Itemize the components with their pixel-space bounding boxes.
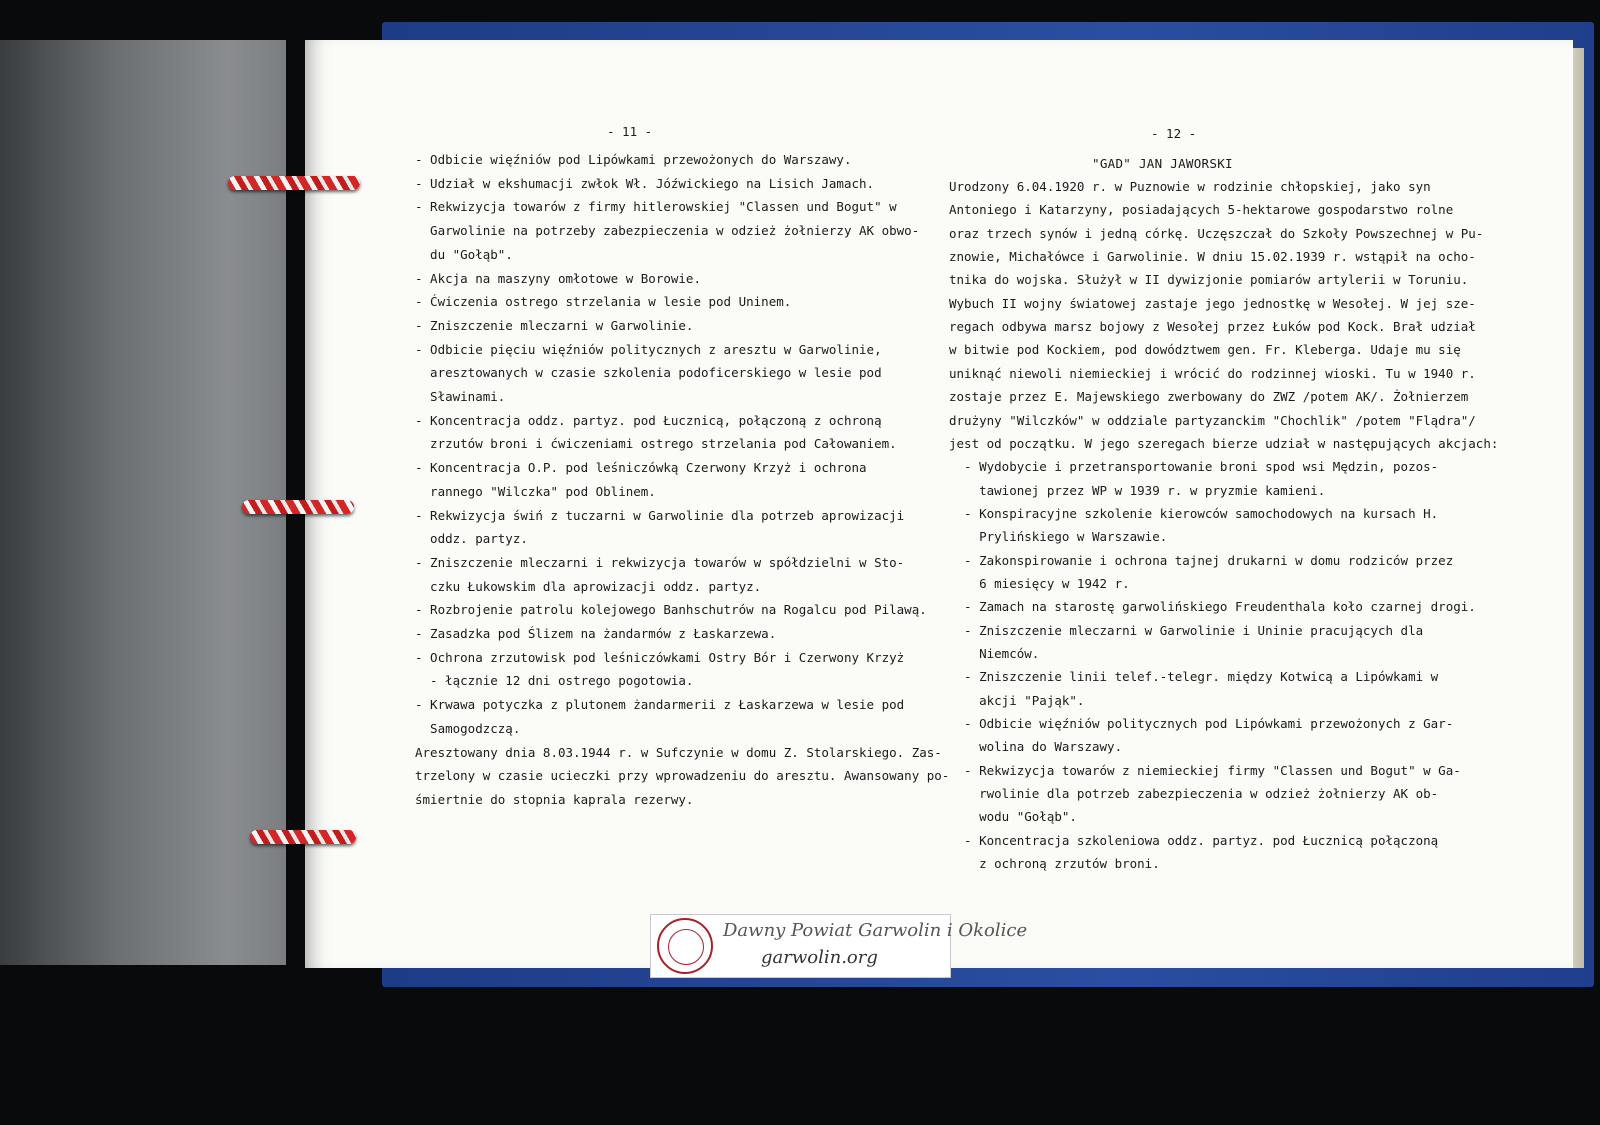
right-line: zostaje przez E. Majewskiego zwerbowany do ZWZ /potem AK/. Żołnierzem	[949, 389, 1469, 405]
left-line: śmiertnie do stopnia kaprala rezerwy.	[415, 791, 694, 807]
watermark-url: garwolin.org	[761, 947, 878, 968]
left-line: oddz. partyz.	[415, 531, 528, 547]
right-line: - Zniszczenie mleczarni w Garwolinie i Uninie pracujących dla	[949, 622, 1424, 638]
right-line: Niemców.	[949, 646, 1040, 661]
left-line: czku Łukowskim dla aprowizacji oddz. partyz.	[415, 578, 762, 594]
right-line: oraz trzech synów i jedną córkę. Uczęszczał do Szkoły Powszechnej w Pu-	[949, 225, 1484, 241]
right-line: drużyny "Wilczków" w oddziale partyzanckim "Chochlik" /potem "Flądra"/	[949, 412, 1476, 428]
right-line: regach odbywa marsz bojowy z Wesołej przez Łuków pod Kock. Brał udział	[949, 319, 1476, 335]
right-line: tawionej przez WP w 1939 r. w pryzmie kamieni.	[949, 482, 1326, 498]
right-line: z ochroną zrzutów broni.	[949, 856, 1160, 872]
left-line: - Odbicie więźniów pod Lipówkami przewożonych do Warszawy.	[415, 152, 852, 167]
left-line: - Rozbrojenie patrolu kolejowego Banhschutrów na Rogalcu pod Pilawą.	[415, 602, 927, 618]
left-line: zrzutów broni i ćwiczeniami ostrego strzelania pod Całowaniem.	[415, 436, 897, 452]
right-line: w bitwie pod Kockiem, pod dowództwem gen. Fr. Kleberga. Udaje mu się	[949, 342, 1461, 358]
right-line: Urodzony 6.04.1920 r. w Puznowie w rodzinie chłopskiej, jako syn	[949, 179, 1431, 194]
left-line: rannego "Wilczka" pod Oblinem.	[415, 483, 656, 499]
right-line: uniknąć niewoli niemieckiej i wrócić do rodzinnej wioski. Tu w 1940 r.	[949, 365, 1476, 381]
right-line: akcji "Pająk".	[949, 692, 1085, 708]
left-line: du "Gołąb".	[415, 246, 513, 262]
binding-ring-bottom	[250, 830, 356, 844]
left-line: - Krwawa potyczka z plutonem żandarmerii z Łaskarzewa w lesie pod	[415, 697, 905, 713]
right-line: wolina do Warszawy.	[949, 739, 1123, 755]
document-spread	[305, 40, 1573, 968]
left-line: - Udział w ekshumacji zwłok Wł. Jóźwickiego na Lisich Jamach.	[415, 175, 875, 191]
left-line: - Koncentracja O.P. pod leśniczówką Czerwony Krzyż i ochrona	[415, 460, 867, 476]
left-line: aresztowanych w czasie szkolenia podoficerskiego w lesie pod	[415, 365, 882, 381]
left-line: Sławinami.	[415, 389, 506, 404]
left-line: Aresztowany dnia 8.03.1944 r. w Sufczynie w domu Z. Stolarskiego. Zas-	[415, 744, 942, 760]
seal-logo-icon	[657, 918, 713, 974]
left-line: - Zniszczenie mleczarni w Garwolinie.	[415, 317, 694, 333]
right-line: - Wydobycie i przetransportowanie broni spod wsi Mędzin, pozos-	[949, 459, 1439, 475]
left-line: Samogodzczą.	[415, 720, 521, 736]
biography-title: "GAD" JAN JAWORSKI	[1092, 156, 1233, 171]
right-line: rwolinie dla potrzeb zabezpieczenia w odzież żołnierzy AK ob-	[949, 786, 1439, 802]
binding-ring-top	[228, 176, 360, 190]
right-line: jest od początku. W jego szeregach bierze udział w następujących akcjach:	[949, 435, 1499, 451]
right-line: - Rekwizycja towarów z niemieckiej firmy "Classen und Bogut" w Ga-	[949, 762, 1461, 778]
right-line: - Odbicie więźniów politycznych pod Lipówkami przewożonych z Gar-	[949, 716, 1454, 732]
right-line: Antoniego i Katarzyny, posiadających 5-hektarowe gospodarstwo rolne	[949, 202, 1454, 218]
right-line: - Koncentracja szkoleniowa oddz. partyz. pod Łucznicą połączoną	[949, 832, 1439, 848]
left-line: - Ochrona zrzutowisk pod leśniczówkami Ostry Bór i Czerwony Krzyż	[415, 649, 905, 665]
left-line: - Rekwizycja świń z tuczarni w Garwolinie dla potrzeb aprowizacji	[415, 507, 905, 523]
left-line: - Koncentracja oddz. partyz. pod Łucznicą, połączoną z ochroną	[415, 412, 882, 428]
right-line: - Zniszczenie linii telef.-telegr. między Kotwicą a Lipówkami w	[949, 669, 1439, 685]
left-line: - Ćwiczenia ostrego strzelania w lesie pod Uninem.	[415, 294, 792, 310]
right-line: - Zakonspirowanie i ochrona tajnej drukarni w domu rodziców przez	[949, 552, 1454, 568]
left-line: Garwolinie na potrzeby zabezpieczenia w odzież żołnierzy AK obwo-	[415, 223, 920, 239]
page-number-left: - 11 -	[607, 124, 653, 139]
left-line: trzelony w czasie ucieczki przy wprowadzeniu do aresztu. Awansowany po-	[415, 768, 950, 784]
right-line: znowie, Michałówce i Garwolinie. W dniu 15.02.1939 r. wstąpił na ocho-	[949, 249, 1476, 265]
watermark-banner	[650, 914, 1028, 978]
binding-ring-middle	[242, 500, 354, 514]
right-line: - Zamach na starostę garwolińskiego Freudenthala koło czarnej drogi.	[949, 599, 1476, 615]
right-line: tnika do wojska. Służył w II dywizjonie pomiarów artylerii w Toruniu.	[949, 272, 1469, 288]
left-line: - Akcja na maszyny omłotowe w Borowie.	[415, 270, 701, 286]
left-line: - Zasadzka pod Ślizem na żandarmów z Łaskarzewa.	[415, 626, 777, 641]
right-line: - Konspiracyjne szkolenie kierowców samochodowych na kursach H.	[949, 505, 1439, 521]
right-line: 6 miesięcy w 1942 r.	[949, 575, 1130, 591]
left-line: - łącznie 12 dni ostrego pogotowia.	[415, 673, 694, 689]
left-line: - Zniszczenie mleczarni i rekwizycja towarów w spółdzielni w Sto-	[415, 554, 905, 570]
right-line: Wybuch II wojny światowej zastaje jego jednostkę w Wesołej. W jej sze-	[949, 295, 1476, 311]
left-line: - Rekwizycja towarów z firmy hitlerowskiej "Classen und Bogut" w	[415, 199, 897, 215]
right-line: Prylińskiego w Warszawie.	[949, 529, 1168, 545]
watermark-title: Dawny Powiat Garwolin i Okolice	[723, 920, 1028, 941]
left-line: - Odbicie pięciu więźniów politycznych z aresztu w Garwolinie,	[415, 341, 882, 357]
page-number-right: - 12 -	[1151, 126, 1197, 141]
right-line: wodu "Gołąb".	[949, 809, 1077, 825]
